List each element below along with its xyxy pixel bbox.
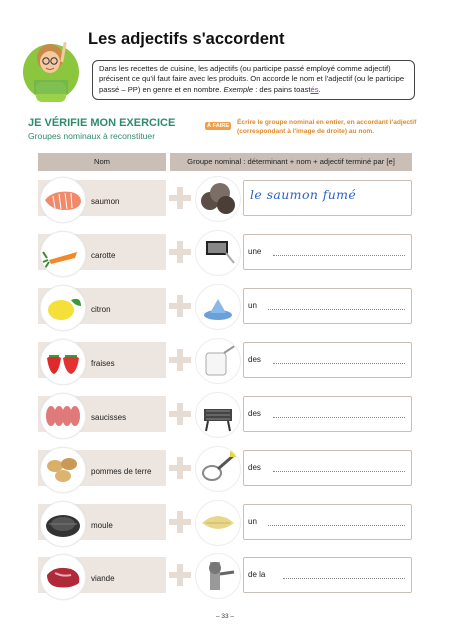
example-ending: és: [310, 84, 319, 94]
plus-icon: [169, 403, 191, 425]
mincer-icon: [195, 553, 241, 599]
determiner-label: des: [248, 463, 261, 472]
table-row: [38, 392, 412, 436]
meat-icon: [40, 554, 86, 600]
sausage-icon: [40, 393, 86, 439]
dotted-line: [273, 417, 405, 418]
noun-label: moule: [91, 521, 113, 530]
noun-cell: [38, 180, 166, 216]
noun-label: saumon: [91, 197, 120, 206]
answer-field[interactable]: [243, 234, 412, 270]
plus-icon: [169, 457, 191, 479]
intro-text: Dans les recettes de cuisine, les adjectifs (ou participe passé employé comme adjectif) précisent ce qu'il faut faire avec les produits. On accorde le nom et l'adjectif (ou le participe passé – PP) en genre et en nombre.: [99, 64, 405, 94]
masher-icon: [195, 446, 241, 492]
noun-cell: [38, 504, 166, 540]
grill-icon: [195, 392, 241, 438]
noun-cell: [38, 342, 166, 378]
grater-icon: [195, 230, 241, 276]
answer-field[interactable]: [243, 504, 412, 540]
plus-icon: [169, 241, 191, 263]
plus-icon: [169, 295, 191, 317]
todo-badge: À FAIRE: [207, 123, 230, 129]
plus-icon: [169, 564, 191, 586]
sugar-icon: [195, 338, 241, 384]
exercise-instruction: Écrire le groupe nominal en entier, en accordant l'adjectif (correspondant à l'image de droite) au nom.: [237, 119, 417, 135]
dotted-line: [273, 255, 405, 256]
table-row: [38, 176, 412, 220]
table-row: [38, 500, 412, 544]
dotted-line: [283, 578, 405, 579]
answer-field[interactable]: [243, 342, 412, 378]
noun-cell: [38, 450, 166, 486]
answer-field[interactable]: [243, 180, 412, 216]
noun-label: viande: [91, 574, 115, 583]
determiner-label: un: [248, 517, 257, 526]
determiner-label: de la: [248, 570, 266, 579]
butter-icon: [195, 500, 241, 546]
table-row: [38, 446, 412, 490]
example-text: : des pains toast: [253, 84, 311, 94]
dotted-line: [273, 471, 405, 472]
table-row: [38, 284, 412, 328]
exercise-title: JE VÉRIFIE MON EXERCICE: [28, 117, 176, 129]
handwritten-answer: le saumon fumé: [250, 187, 357, 202]
table-row: [38, 230, 412, 274]
determiner-label: des: [248, 355, 261, 364]
column-header-group: Groupe nominal : déterminant + nom + adjectif terminé par [e]: [170, 153, 412, 171]
lemon-icon: [40, 285, 86, 331]
exercise-subtitle: Groupes nominaux à reconstituer: [28, 131, 156, 141]
noun-cell: [38, 288, 166, 324]
dotted-line: [268, 309, 405, 310]
answer-field[interactable]: [243, 288, 412, 324]
noun-cell: [38, 234, 166, 270]
noun-label: pommes de terre: [91, 467, 152, 476]
answer-field[interactable]: [243, 450, 412, 486]
noun-cell: [38, 396, 166, 432]
plus-icon: [169, 349, 191, 371]
smoke-icon: [195, 176, 241, 222]
noun-cell: [38, 557, 166, 593]
carrot-icon: [40, 231, 86, 277]
cake-mould-icon: [40, 501, 86, 547]
example-label: Exemple: [223, 84, 254, 94]
salmon-icon: [40, 177, 86, 223]
strawberry-icon: [40, 339, 86, 385]
table-header: [38, 153, 412, 171]
page-title: Les adjectifs s'accordent: [88, 30, 285, 48]
noun-label: carotte: [91, 251, 116, 260]
intro-end: .: [318, 84, 321, 94]
potato-icon: [40, 447, 86, 493]
table-row: [38, 553, 412, 597]
determiner-label: un: [248, 301, 257, 310]
intro-box: [92, 60, 415, 100]
table-row: [38, 338, 412, 382]
noun-label: citron: [91, 305, 111, 314]
dotted-line: [273, 363, 405, 364]
plus-icon: [169, 511, 191, 533]
page-number: – 33 –: [215, 613, 235, 620]
determiner-label: des: [248, 409, 261, 418]
noun-label: saucisses: [91, 413, 127, 422]
column-header-noun: Nom: [38, 153, 166, 171]
noun-label: fraises: [91, 359, 115, 368]
dotted-line: [268, 525, 405, 526]
answer-field[interactable]: [243, 557, 412, 593]
plus-icon: [169, 187, 191, 209]
juicer-icon: [195, 284, 241, 330]
answer-field[interactable]: [243, 396, 412, 432]
teacher-avatar: [22, 32, 80, 102]
determiner-label: une: [248, 247, 262, 256]
